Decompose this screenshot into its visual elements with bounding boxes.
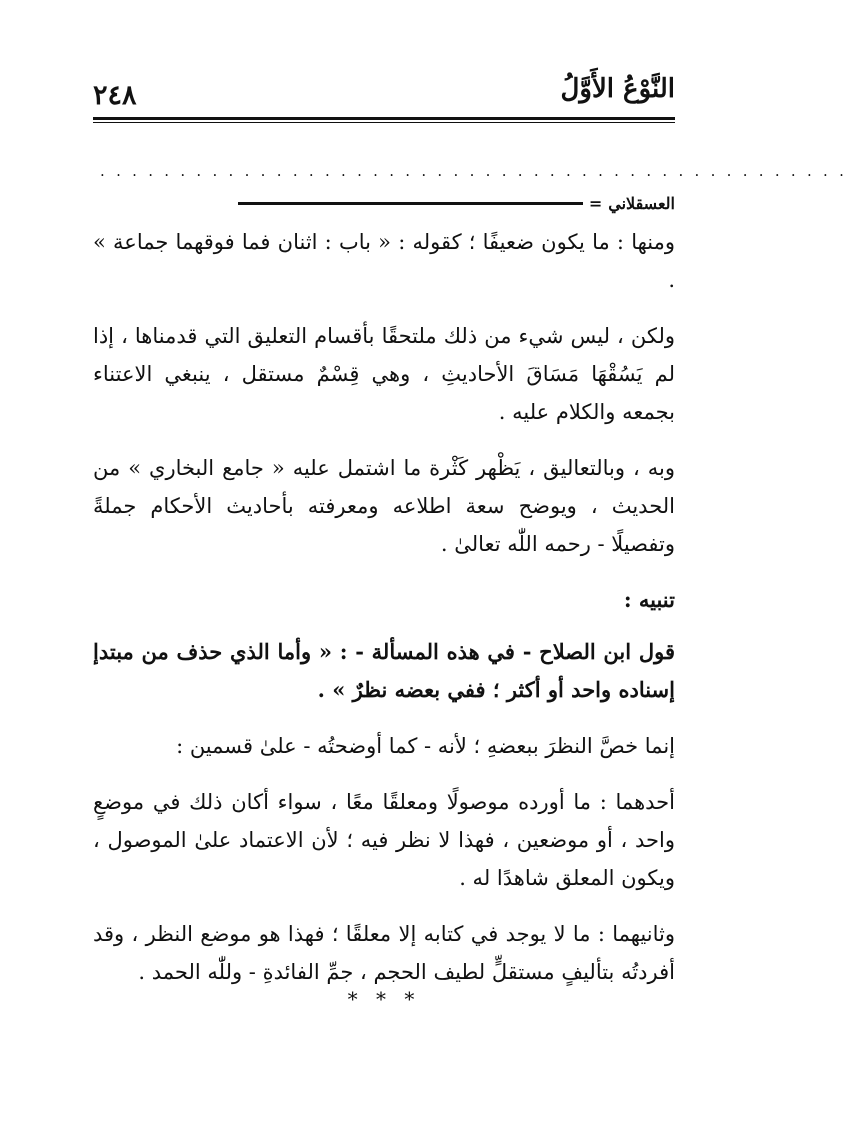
dotted-separator: ............................................... (100, 162, 855, 180)
header-rule-thin (93, 122, 675, 123)
note-heading: تنبيه : (623, 587, 675, 612)
page-number: ٢٤٨ (93, 80, 137, 111)
body-text (93, 223, 675, 1009)
quoted-paragraph: قول ابن الصلاح - في هذه المسألة - : « وأما الذي حذف من مبتدإ إسناده واحد أو أكثر ؛ ففي بعضه نظرٌ » . (93, 639, 675, 702)
section-line (238, 202, 583, 205)
paragraph: ومنها : ما يكون ضعيفًا ؛ كقوله : « باب : اثنان فما فوقهما جماعة » . (93, 230, 675, 292)
header-rule-thick (93, 117, 675, 120)
section-end-stars: * * * (347, 987, 421, 1011)
paragraph: وثانيهما : ما لا يوجد في كتابه إلا معلقًا ؛ فهذا هو موضع النظر ، وقد أفردتُه بتأليفٍ مستقلٍّ لطيف الحجم ، جمِّ الفائدةِ - وللّٰه الحمد . (93, 922, 675, 984)
paragraph: وبه ، وبالتعاليق ، يَظْهر كَثْرة ما اشتمل عليه « جامع البخاري » من الحديث ، ويوضح سعة اطلاعه ومعرفته بأحاديث الأحكام جملةً وتفصيلًا - رحمه اللّٰه تعالىٰ . (93, 456, 675, 556)
paragraph: ولكن ، ليس شيء من ذلك ملتحقًا بأقسام التعليق التي قدمناها ، إذا لم يَسُقْهَا مَسَاقَ الأحاديثِ ، وهي قِسْمٌ مستقل ، ينبغي الاعتناء بجمعه والكلام عليه . (93, 324, 675, 424)
page-header (93, 70, 675, 114)
section-tag (238, 194, 675, 213)
paragraph: إنما خصَّ النظرَ ببعضهِ ؛ لأنه - كما أوضحتُه - علىٰ قسمين : (176, 734, 675, 758)
section-marker: = (588, 194, 603, 213)
paragraph: أحدهما : ما أورده موصولًا ومعلقًا معًا ، سواء أكان ذلك في موضعٍ واحد ، أو موضعين ، فهذا لا نظر فيه ؛ لأن الاعتماد علىٰ الموصول ، ويكون المعلق شاهدًا له . (93, 790, 675, 890)
section-name: العسقلاني (608, 194, 675, 213)
running-title: النَّوْعُ الأَوَّلُ (560, 74, 675, 104)
